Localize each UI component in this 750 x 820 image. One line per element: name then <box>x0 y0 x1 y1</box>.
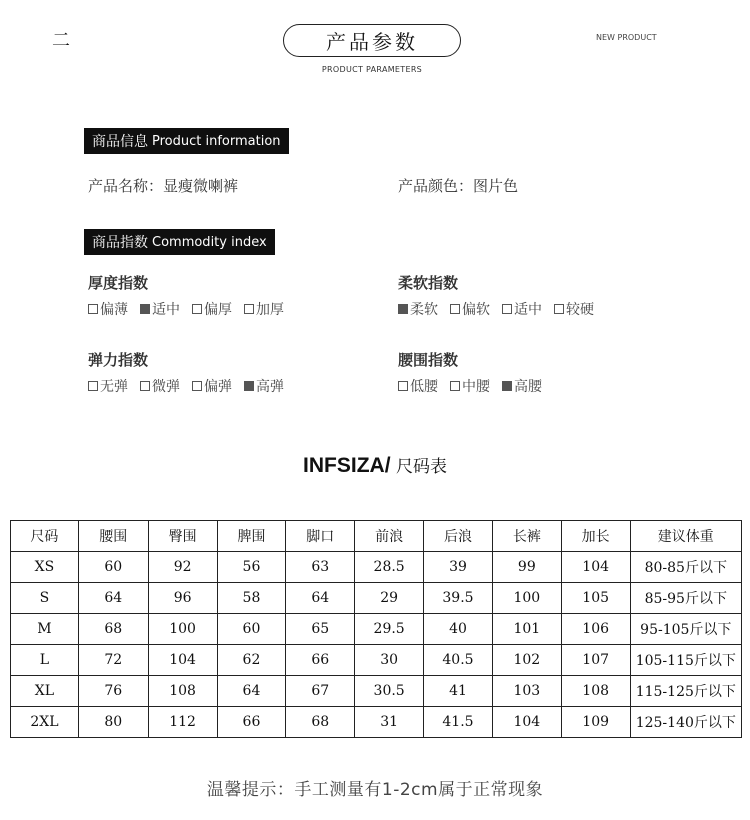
table-cell: 107 <box>561 645 630 676</box>
index-option <box>140 299 180 319</box>
size-table-header-cell: 腰围 <box>78 521 148 552</box>
size-chart-heading <box>0 452 750 478</box>
table-cell: 2XL <box>11 707 79 738</box>
table-cell: 64 <box>217 676 286 707</box>
table-cell: 66 <box>286 645 355 676</box>
table-cell: 39.5 <box>424 583 493 614</box>
index-group-title: 腰围指数 <box>398 351 459 369</box>
product-name-label: 产品名称： <box>88 177 164 195</box>
unchecked-box-icon <box>244 304 254 314</box>
index-option-label: 柔软 <box>410 302 438 318</box>
table-cell: 40.5 <box>424 645 493 676</box>
index-option <box>502 299 542 319</box>
size-chart-brand: INFSIZA/ <box>303 454 391 477</box>
product-color <box>398 175 518 196</box>
product-info-bar-zh: 商品信息 <box>92 134 148 150</box>
size-table-body <box>11 552 742 738</box>
table-cell: 80-85斤以下 <box>630 552 741 583</box>
size-table-header-cell: 脾围 <box>217 521 286 552</box>
unchecked-box-icon <box>140 381 150 391</box>
table-cell: 102 <box>492 645 561 676</box>
table-cell: 80 <box>78 707 148 738</box>
table-cell: 105 <box>561 583 630 614</box>
index-option <box>554 299 594 319</box>
checked-box-icon <box>502 381 512 391</box>
table-cell: 104 <box>561 552 630 583</box>
size-table-header-cell: 建议体重 <box>630 521 741 552</box>
commodity-index-bar <box>84 229 275 255</box>
table-cell: M <box>11 614 79 645</box>
index-option <box>398 376 438 396</box>
checked-box-icon <box>244 381 254 391</box>
size-table-header-cell: 后浪 <box>424 521 493 552</box>
index-option-label: 高腰 <box>514 379 542 395</box>
checked-box-icon <box>140 304 150 314</box>
index-option <box>88 299 128 319</box>
table-cell: 64 <box>286 583 355 614</box>
table-cell: 30 <box>355 645 424 676</box>
size-table-header-cell: 前浪 <box>355 521 424 552</box>
table-cell: 96 <box>148 583 217 614</box>
size-table-header-cell: 臀围 <box>148 521 217 552</box>
index-option-row <box>88 299 284 319</box>
product-color-label: 产品颜色： <box>398 177 474 195</box>
size-table-header <box>11 521 742 552</box>
table-cell: 100 <box>492 583 561 614</box>
table-cell: 99 <box>492 552 561 583</box>
checked-box-icon <box>398 304 408 314</box>
table-cell: 108 <box>561 676 630 707</box>
table-cell: S <box>11 583 79 614</box>
table-cell: 30.5 <box>355 676 424 707</box>
table-cell: 31 <box>355 707 424 738</box>
unchecked-box-icon <box>192 381 202 391</box>
index-option-row <box>88 376 284 396</box>
table-cell: 106 <box>561 614 630 645</box>
table-cell: 85-95斤以下 <box>630 583 741 614</box>
table-cell: 101 <box>492 614 561 645</box>
page-subtitle: PRODUCT PARAMETERS <box>321 65 423 74</box>
index-option-label: 偏弹 <box>204 379 232 395</box>
unchecked-box-icon <box>450 381 460 391</box>
table-cell: 108 <box>148 676 217 707</box>
table-cell: XL <box>11 676 79 707</box>
index-option-label: 偏厚 <box>204 302 232 318</box>
index-option <box>244 376 284 396</box>
table-cell: 64 <box>78 583 148 614</box>
new-product-tag: NEW PRODUCT <box>596 33 657 42</box>
index-option <box>450 376 490 396</box>
product-name-value: 显瘦微喇裤 <box>163 177 239 195</box>
index-option-label: 加厚 <box>256 302 284 318</box>
index-option <box>398 299 438 319</box>
index-option-row <box>398 376 542 396</box>
table-row <box>11 707 742 738</box>
table-cell: 28.5 <box>355 552 424 583</box>
table-cell: 125-140斤以下 <box>630 707 741 738</box>
unchecked-box-icon <box>398 381 408 391</box>
unchecked-box-icon <box>88 381 98 391</box>
table-cell: 56 <box>217 552 286 583</box>
measurement-note: 温馨提示：手工测量有1-2cm属于正常现象 <box>206 780 544 800</box>
table-cell: 66 <box>217 707 286 738</box>
table-row <box>11 583 742 614</box>
size-table-header-cell: 脚口 <box>286 521 355 552</box>
unchecked-box-icon <box>554 304 564 314</box>
unchecked-box-icon <box>502 304 512 314</box>
table-cell: L <box>11 645 79 676</box>
index-option-label: 中腰 <box>462 379 490 395</box>
size-chart-title: 尺码表 <box>390 457 447 477</box>
index-option-label: 微弹 <box>152 379 180 395</box>
table-row <box>11 552 742 583</box>
index-option-label: 较硬 <box>566 302 594 318</box>
unchecked-box-icon <box>192 304 202 314</box>
index-option <box>192 299 232 319</box>
size-table-header-cell: 加长 <box>561 521 630 552</box>
product-info-bar-en: Product information <box>152 133 281 149</box>
menu-icon[interactable]: 二 <box>52 30 68 51</box>
table-cell: 95-105斤以下 <box>630 614 741 645</box>
table-cell: 109 <box>561 707 630 738</box>
table-cell: 104 <box>148 645 217 676</box>
table-cell: 105-115斤以下 <box>630 645 741 676</box>
table-cell: 103 <box>492 676 561 707</box>
size-table <box>10 520 742 738</box>
table-cell: 72 <box>78 645 148 676</box>
table-cell: 29 <box>355 583 424 614</box>
index-option-label: 适中 <box>514 302 542 318</box>
table-cell: XS <box>11 552 79 583</box>
table-cell: 39 <box>424 552 493 583</box>
index-option-row <box>398 299 594 319</box>
index-option <box>244 299 284 319</box>
commodity-index-bar-en: Commodity index <box>152 234 267 250</box>
table-cell: 60 <box>78 552 148 583</box>
unchecked-box-icon <box>88 304 98 314</box>
table-row <box>11 645 742 676</box>
table-cell: 62 <box>217 645 286 676</box>
table-cell: 60 <box>217 614 286 645</box>
index-option-label: 偏薄 <box>100 302 128 318</box>
table-cell: 63 <box>286 552 355 583</box>
index-option-label: 高弹 <box>256 379 284 395</box>
index-option <box>450 299 490 319</box>
index-option-label: 无弹 <box>100 379 128 395</box>
table-cell: 76 <box>78 676 148 707</box>
index-option <box>88 376 128 396</box>
size-table-header-cell: 尺码 <box>11 521 79 552</box>
product-name <box>88 175 238 196</box>
table-cell: 68 <box>286 707 355 738</box>
index-option-label: 适中 <box>152 302 180 318</box>
table-cell: 115-125斤以下 <box>630 676 741 707</box>
index-option <box>140 376 180 396</box>
table-cell: 92 <box>148 552 217 583</box>
index-option <box>502 376 542 396</box>
table-cell: 68 <box>78 614 148 645</box>
page-title: 产品参数 <box>283 24 461 57</box>
product-info-bar <box>84 128 289 154</box>
commodity-index-bar-zh: 商品指数 <box>92 235 148 251</box>
table-cell: 67 <box>286 676 355 707</box>
index-group-title: 柔软指数 <box>398 274 459 292</box>
table-cell: 100 <box>148 614 217 645</box>
table-cell: 58 <box>217 583 286 614</box>
table-cell: 65 <box>286 614 355 645</box>
product-color-value: 图片色 <box>473 177 519 195</box>
table-row <box>11 614 742 645</box>
index-group-title: 弹力指数 <box>88 351 149 369</box>
table-row <box>11 676 742 707</box>
table-cell: 29.5 <box>355 614 424 645</box>
table-cell: 41.5 <box>424 707 493 738</box>
table-cell: 41 <box>424 676 493 707</box>
index-group-title: 厚度指数 <box>88 274 149 292</box>
table-cell: 40 <box>424 614 493 645</box>
index-option-label: 低腰 <box>410 379 438 395</box>
index-option-label: 偏软 <box>462 302 490 318</box>
size-table-header-cell: 长裤 <box>492 521 561 552</box>
table-cell: 104 <box>492 707 561 738</box>
table-cell: 112 <box>148 707 217 738</box>
index-option <box>192 376 232 396</box>
unchecked-box-icon <box>450 304 460 314</box>
